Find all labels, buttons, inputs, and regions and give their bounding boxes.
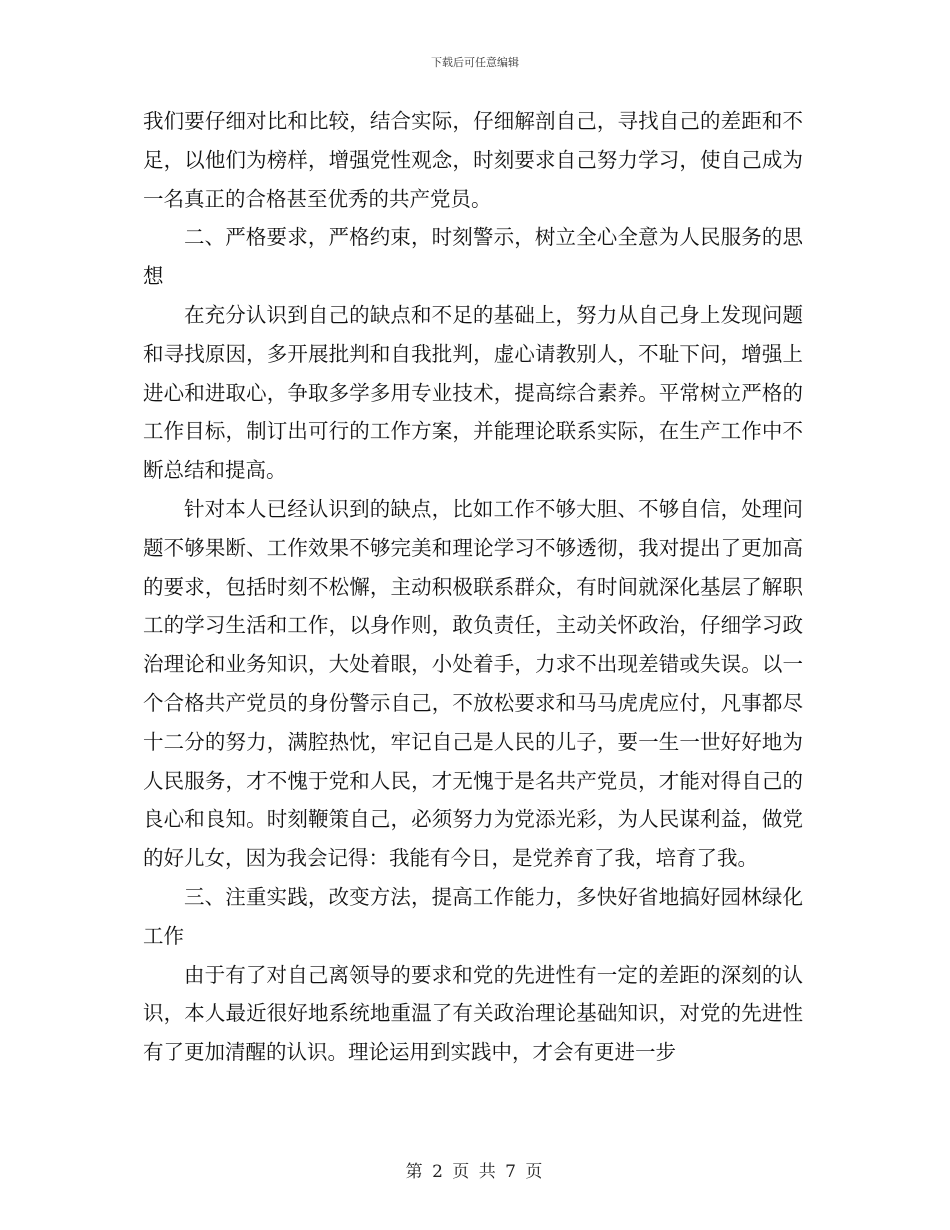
section-heading-3: 三、注重实践，改变方法，提高工作能力，多快好省地搞好园林绿化工作 [143,884,803,948]
section-heading-2: 二、严格要求，严格约束，时刻警示，树立全心全意为人民服务的思想 [143,225,803,289]
page-number: 第 2 页 共 7 页 [405,1162,545,1182]
paragraph: 由于有了对自己离领导的要求和党的先进性有一定的差距的深刻的认识，本人最近很好地系统地重温了有关政治理论基础知识，对党的先进性有了更加清醒的认识。理论运用到实践中，才会有更进一步 [143,962,803,1065]
paragraph-continuation: 我们要仔细对比和比较，结合实际，仔细解剖自己，寻找自己的差距和不足，以他们为榜样，增强党性观念，时刻要求自己努力学习，使自己成为一名真正的合格甚至优秀的共产党员。 [143,109,803,211]
page-header-note: 下载后可任意编辑 [431,56,519,69]
paragraph: 在充分认识到自己的缺点和不足的基础上，努力从自己身上发现问题和寻找原因，多开展批判和自我批判，虚心请教别人，不耻下问，增强上进心和进取心，争取多学多用专业技术，提高综合素养。平常树立严格的工作目标，制订出可行的工作方案，并能理论联系实际，在生产工作中不断总结和提高。 [143,302,803,483]
paragraph: 针对本人已经认识到的缺点，比如工作不够大胆、不够自信，处理问题不够果断、工作效果不够完美和理论学习不够透彻，我对提出了更加高的要求，包括时刻不松懈，主动积极联系群众，有时间就深化基层了解职工的学习生活和工作，以身作则，敢负责任，主动关怀政治，仔细学习政治理论和业务知识，大处着眼，小处着手，力求不出现差错或失误。以一个合格共产党员的身份警示自己，不放松要求和马马虎虎应付，凡事都尽十二分的努力，满腔热忱，牢记自己是人民的儿子，要一生一世好好地为人民服务，才不愧于党和人民，才无愧于是名共产党员，才能对得自己的良心和良知。时刻鞭策自己，必须努力为党添光彩，为人民谋利益，做党的好儿女，因为我会记得：我能有今日，是党养育了我，培育了我。 [143,496,803,871]
document-body [143,102,803,1072]
